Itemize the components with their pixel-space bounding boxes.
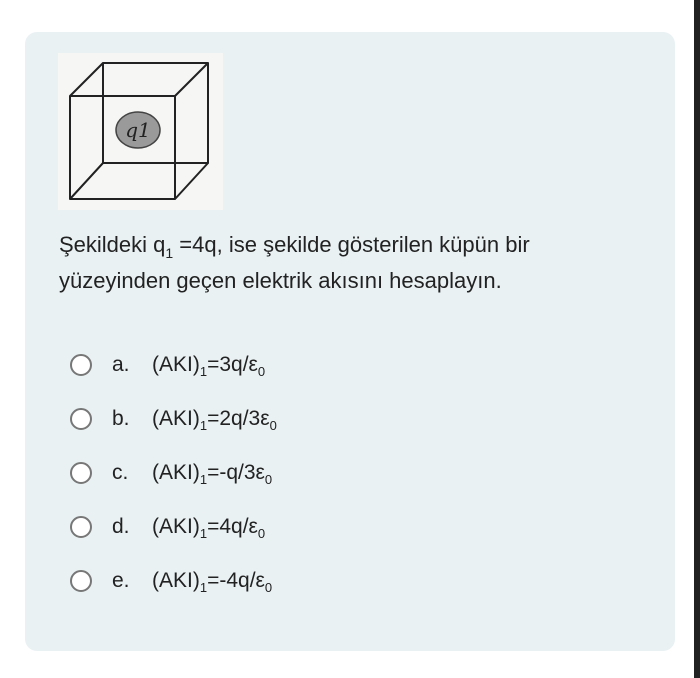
option-letter: e. bbox=[112, 569, 130, 592]
option-letter: d. bbox=[112, 515, 130, 538]
question-text bbox=[59, 228, 659, 298]
cube-edge bbox=[175, 163, 208, 199]
charge-label: q1 bbox=[125, 118, 151, 142]
question-subscript: 1 bbox=[165, 245, 174, 261]
cube-front-face bbox=[70, 96, 175, 199]
radio-icon[interactable] bbox=[70, 462, 92, 484]
option-letter: b. bbox=[112, 407, 130, 430]
radio-icon[interactable] bbox=[70, 408, 92, 430]
cube-diagram bbox=[58, 53, 223, 210]
cube-edge bbox=[70, 63, 103, 96]
option-e[interactable] bbox=[70, 561, 350, 601]
option-letter: a. bbox=[112, 353, 130, 376]
option-text: $(AKI)_1=-4q/\varepsilon_0$ bbox=[152, 569, 273, 595]
radio-icon[interactable] bbox=[70, 516, 92, 538]
window-edge-bar bbox=[694, 0, 700, 678]
option-a[interactable] bbox=[70, 345, 350, 385]
question-part-2: =4q, ise şekilde gösterilen küpün bir bbox=[173, 232, 530, 257]
cube-figure bbox=[58, 53, 223, 210]
question-line-2: yüzeyinden geçen elektrik akısını hesaplayın. bbox=[59, 268, 502, 293]
option-d[interactable] bbox=[70, 507, 350, 547]
option-text: $(AKI)_1=-q/3\varepsilon_0$ bbox=[152, 461, 273, 487]
option-text: $(AKI)_1=2q/3\varepsilon_0$ bbox=[152, 407, 277, 433]
option-letter: c. bbox=[112, 461, 129, 484]
cube-edge bbox=[175, 63, 208, 96]
option-b[interactable] bbox=[70, 399, 350, 439]
cube-inner-line bbox=[70, 163, 103, 199]
option-text: $(AKI)_1=3q/\varepsilon_0$ bbox=[152, 353, 266, 379]
option-text: $(AKI)_1=4q/\varepsilon_0$ bbox=[152, 515, 266, 541]
option-c[interactable] bbox=[70, 453, 350, 493]
radio-icon[interactable] bbox=[70, 570, 92, 592]
question-card bbox=[25, 32, 675, 651]
question-line-1 bbox=[59, 228, 659, 264]
question-part-1: Şekildeki q bbox=[59, 232, 166, 257]
radio-icon[interactable] bbox=[70, 354, 92, 376]
